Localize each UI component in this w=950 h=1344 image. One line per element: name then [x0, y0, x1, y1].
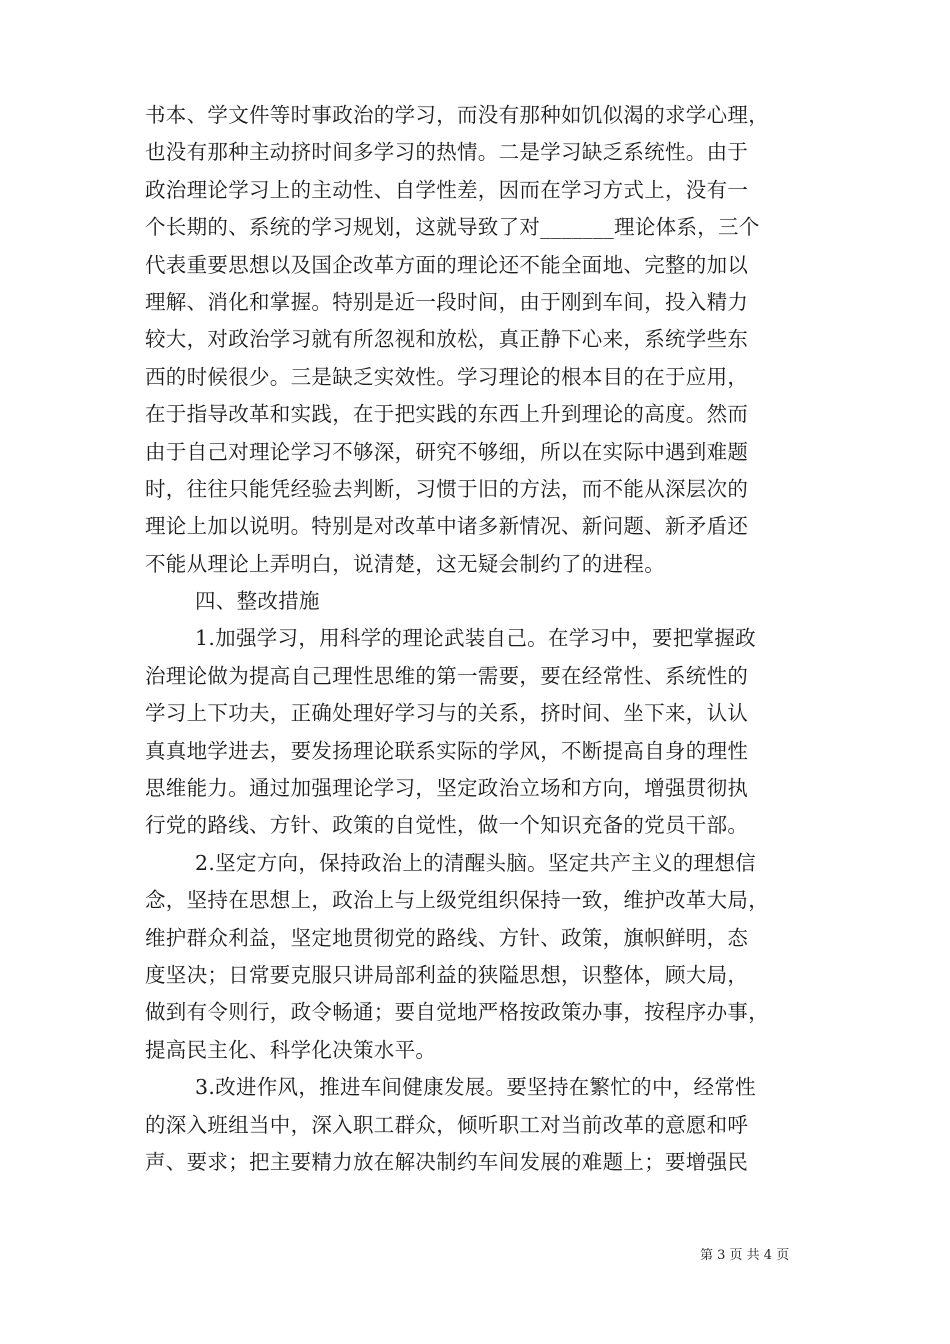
section-heading: 四、整改措施: [195, 589, 320, 614]
text-line: 西的时候很少。三是缺乏实效性。学习理论的根本目的在于应用，: [145, 364, 749, 389]
text-line: 代表重要思想以及国企改革方面的理论还不能全面地、完整的加以: [145, 252, 749, 277]
text-line: 治理论做为提高自己理性思维的第一需要，要在经常性、系统性的: [145, 663, 749, 688]
page-number: 第 3 页 共 4 页: [700, 1248, 790, 1263]
text-line: 度坚决；日常要克服只讲局部利益的狭隘思想，识整体，顾大局，: [145, 962, 749, 987]
text-line: 2.坚定方向，保持政治上的清醒头脑。坚定共产主义的理想信: [195, 850, 756, 875]
document-body: [145, 97, 815, 1181]
text-line: 书本、学文件等时事政治的学习，而没有那种如饥似渴的求学心理，: [145, 103, 769, 127]
text-line: 真真地学进去，要发扬理论联系实际的学风，不断提高自身的理性: [145, 738, 749, 763]
text-line: 理论上加以说明。特别是对改革中诸多新情况、新问题、新矛盾还: [145, 514, 749, 539]
text-line: 1.加强学习，用科学的理论武装自己。在学习中，要把掌握政: [195, 626, 756, 651]
text-line: 较大，对政治学习就有所忽视和放松，真正静下心来，系统学些东: [145, 327, 749, 352]
text-line: 念，坚持在思想上，政治上与上级党组织保持一致，维护改革大局，: [145, 888, 769, 913]
text-line: 提高民主化、科学化决策水平。: [145, 1037, 437, 1062]
text-line: 也没有那种主动挤时间多学习的热情。二是学习缺乏系统性。由于: [145, 140, 749, 165]
text-line: 声、要求；把主要精力放在解决制约车间发展的难题上；要增强民: [145, 1149, 749, 1174]
text-line: 维护群众利益，坚定地贯彻党的路线、方针、政策，旗帜鲜明，态: [145, 925, 749, 950]
text-line: 政治理论学习上的主动性、自学性差，因而在学习方式上，没有一: [145, 177, 749, 202]
text-line: 由于自己对理论学习不够深，研究不够细，所以在实际中遇到难题: [145, 439, 749, 464]
text-line: 个长期的、系统的学习规划，这就导致了对_______理论体系，三个: [145, 215, 760, 240]
text-line: 理解、消化和掌握。特别是近一段时间，由于刚到车间，投入精力: [145, 289, 749, 314]
text-line: 做到有令则行，政令畅通；要自觉地严格按政策办事，按程序办事，: [145, 1000, 769, 1025]
text-line: 学习上下功夫，正确处理好学习与的关系，挤时间、坐下来，认认: [145, 701, 749, 726]
text-line: 时，往往只能凭经验去判断，习惯于旧的方法，而不能从深层次的: [145, 476, 749, 501]
text-line: 不能从理论上弄明白，说清楚，这无疑会制约了的进程。: [145, 551, 665, 576]
text-line: 的深入班组当中，深入职工群众，倾听职工对当前改革的意愿和呼: [145, 1112, 749, 1137]
text-line: 在于指导改革和实践，在于把实践的东西上升到理论的高度。然而: [145, 402, 749, 427]
text-line: 行党的路线、方针、政策的自觉性，做一个知识充备的党员干部。: [145, 813, 749, 838]
text-line: 思维能力。通过加强理论学习，坚定政治立场和方向，增强贯彻执: [145, 776, 749, 801]
text-line: 3.改进作风，推进车间健康发展。要坚持在繁忙的中，经常性: [195, 1075, 756, 1100]
